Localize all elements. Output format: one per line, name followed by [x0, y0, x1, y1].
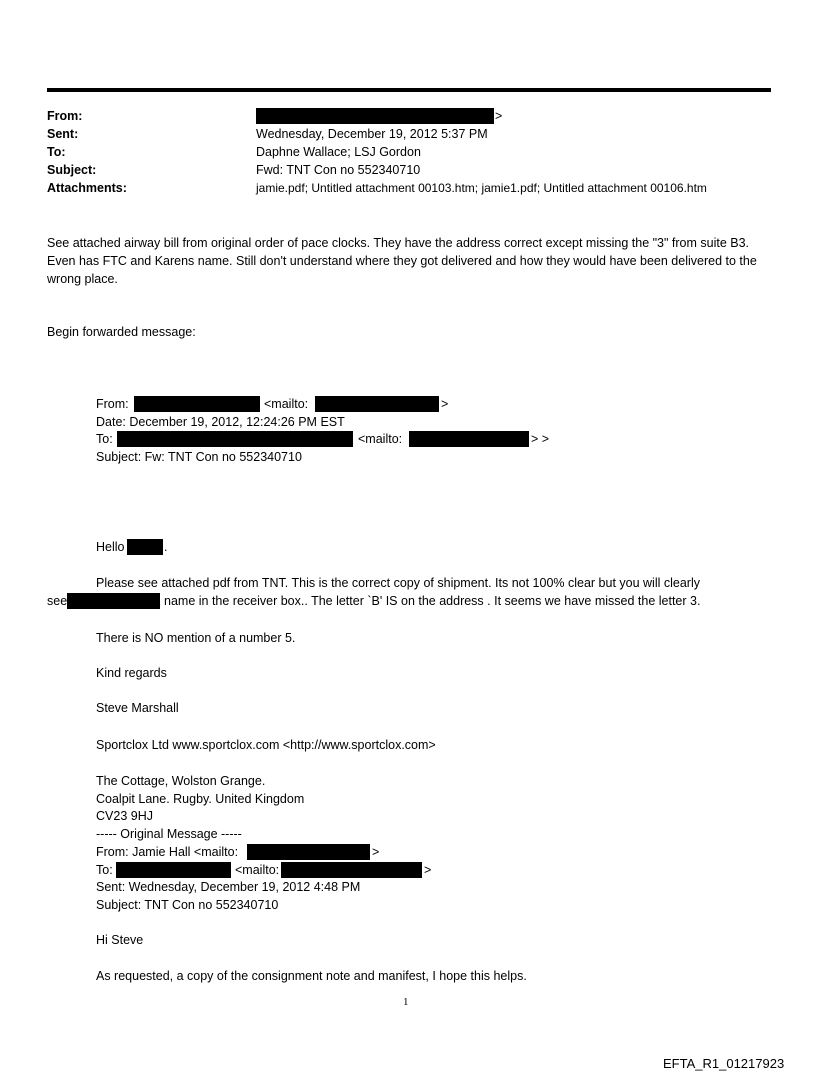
orig-body: As requested, a copy of the consignment note and manifest, I hope this helps.	[96, 969, 527, 983]
fwd-to-mailto: <mailto:	[358, 432, 403, 446]
hello-suffix: .	[164, 540, 168, 554]
fwd-to-prefix: To:	[96, 432, 113, 446]
redaction-box	[247, 844, 370, 860]
begin-forwarded: Begin forwarded message:	[47, 325, 196, 339]
redaction-box	[134, 396, 260, 412]
para1-line1: Please see attached pdf from TNT. This is the correct copy of shipment. Its not 100% clear but you will clearly	[96, 576, 700, 590]
redaction-box	[127, 539, 163, 555]
address-line-2: Coalpit Lane. Rugby. United Kingdom	[96, 792, 305, 806]
orig-to-mailto: <mailto:	[235, 863, 280, 877]
from-value-suffix: >	[495, 109, 503, 123]
signer: Steve Marshall	[96, 701, 179, 715]
regards: Kind regards	[96, 666, 167, 680]
orig-greeting: Hi Steve	[96, 933, 144, 947]
para1-line2-rest: name in the receiver box.. The letter `B' IS on the address . It seems we have missed the letter 3.	[164, 594, 701, 608]
original-header: ----- Original Message -----	[96, 827, 242, 841]
orig-sent-line: Sent: Wednesday, December 19, 2012 4:48 PM	[96, 880, 361, 894]
to-label: To:	[47, 145, 66, 159]
fwd-date-line: Date: December 19, 2012, 12:24:26 PM EST	[96, 415, 345, 429]
subject-label: Subject:	[47, 163, 97, 177]
orig-from-close: >	[372, 845, 380, 859]
company-line: Sportclox Ltd www.sportclox.com <http://www.sportclox.com>	[96, 738, 436, 752]
fwd-from-mailto: <mailto:	[264, 397, 309, 411]
attachments-label: Attachments:	[47, 181, 127, 195]
page-number: 1	[403, 996, 409, 1008]
to-value: Daphne Wallace; LSJ Gordon	[256, 145, 421, 159]
redaction-box	[116, 862, 231, 878]
para1-line2-prefix: see	[47, 594, 68, 608]
fwd-subject-line: Subject: Fw: TNT Con no 552340710	[96, 450, 302, 464]
redaction-box	[409, 431, 529, 447]
fwd-to-close: > >	[531, 432, 550, 446]
address-line-1: The Cottage, Wolston Grange.	[96, 774, 266, 788]
intro-paragraph: See attached airway bill from original order of pace clocks. They have the address correct except missing the "3" from suite B3. Even has FTC and Karens name. Still don't understand where they got delivered and how they would have been delivered to the wrong place.	[47, 236, 757, 286]
fwd-from-prefix: From:	[96, 397, 129, 411]
sent-value: Wednesday, December 19, 2012 5:37 PM	[256, 127, 488, 141]
from-label: From:	[47, 109, 83, 123]
fwd-from-close: >	[441, 397, 449, 411]
orig-from-prefix: From: Jamie Hall <mailto:	[96, 845, 239, 859]
sent-label: Sent:	[47, 127, 79, 141]
orig-to-close: >	[424, 863, 432, 877]
header-rule	[47, 88, 771, 92]
hello-prefix: Hello	[96, 540, 125, 554]
address-line-3: CV23 9HJ	[96, 809, 153, 823]
attachments-value: jamie.pdf; Untitled attachment 00103.htm; jamie1.pdf; Untitled attachment 00106.htm	[256, 181, 707, 195]
redaction-box	[67, 593, 160, 609]
orig-to-prefix: To:	[96, 863, 113, 877]
redaction-box	[315, 396, 439, 412]
redaction-box	[281, 862, 422, 878]
orig-subject-line: Subject: TNT Con no 552340710	[96, 898, 279, 912]
redaction-box	[117, 431, 353, 447]
redaction-box	[256, 108, 494, 124]
para2: There is NO mention of a number 5.	[96, 631, 296, 645]
footer-id: EFTA_R1_01217923	[663, 1056, 785, 1071]
subject-value: Fwd: TNT Con no 552340710	[256, 163, 421, 177]
